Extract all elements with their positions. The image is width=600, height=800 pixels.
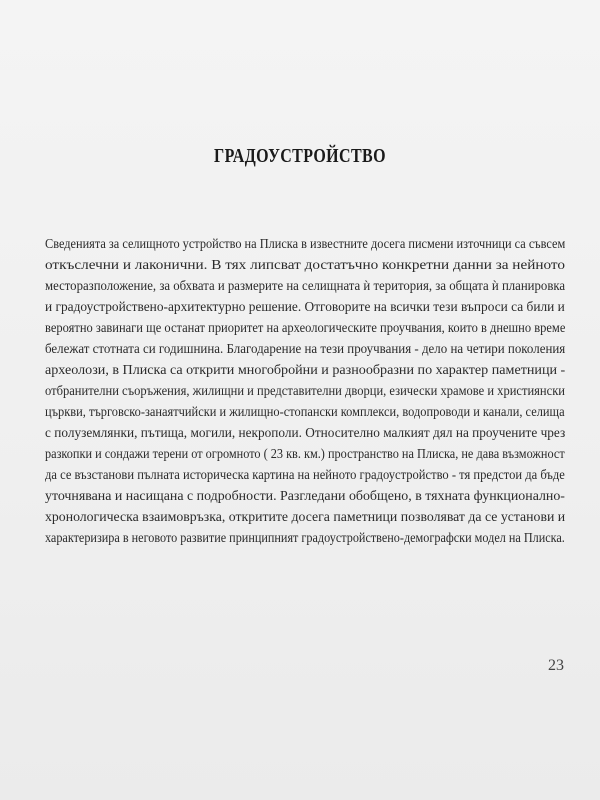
text-line: откъслечни и лаконични. В тях липсват достатъчно конкретни данни за нейното	[45, 257, 565, 272]
text-line: вероятно завинаги ще останат приоритет на археологическите проучвания, които в днешно време	[45, 320, 565, 335]
text-line: и градоустройствено-архитектурно решение. Отговорите на всички тези въпроси са били и	[45, 299, 565, 314]
text-line: Сведенията за селищното устройство на Плиска в известните досега писмени източници са съвсем	[45, 236, 565, 251]
page-number: 23	[548, 657, 564, 674]
text-line: бележат стотната си годишнина. Благодарение на тези проучвания - дело на четири поколения	[45, 341, 565, 356]
text-line: уточнявана и насищана с подробности. Разгледани обобщено, в тяхната функционално-	[45, 488, 565, 503]
text-line: месторазположение, за обхвата и размерите на селищната ѝ територия, за общата ѝ планировка	[45, 278, 565, 293]
page-title: ГРАДОУСТРОЙСТВО	[214, 145, 386, 167]
text-line: археолози, в Плиска са открити многобройни и разнообразни по характер паметници -	[45, 362, 565, 377]
text-line: да се възстанови пълната историческа картина на нейното градоустройство - тя предстои да бъде	[45, 467, 565, 482]
text-line: характеризира в неговото развитие принципният градоустройствено-демографски модел на Плиска.	[45, 530, 565, 545]
text-line: с полуземлянки, пътища, могили, некрополи. Относително малкият дял на проучените чрез	[45, 425, 565, 440]
text-line: църкви, търговско-занаятчийски и жилищно-стопански комплекси, водопроводи и канали, селища	[45, 404, 565, 419]
text-line: отбранителни съоръжения, жилищни и представителни дворци, езически храмове и християнски	[45, 383, 565, 398]
body-paragraph	[45, 233, 565, 548]
text-line: хронологическа взаимовръзка, откритите досега паметници позволяват да се установи и	[45, 509, 565, 524]
text-line: разкопки и сондажи терени от огромното ( 23 кв. км.) пространство на Плиска, не дава възможност	[45, 446, 565, 461]
